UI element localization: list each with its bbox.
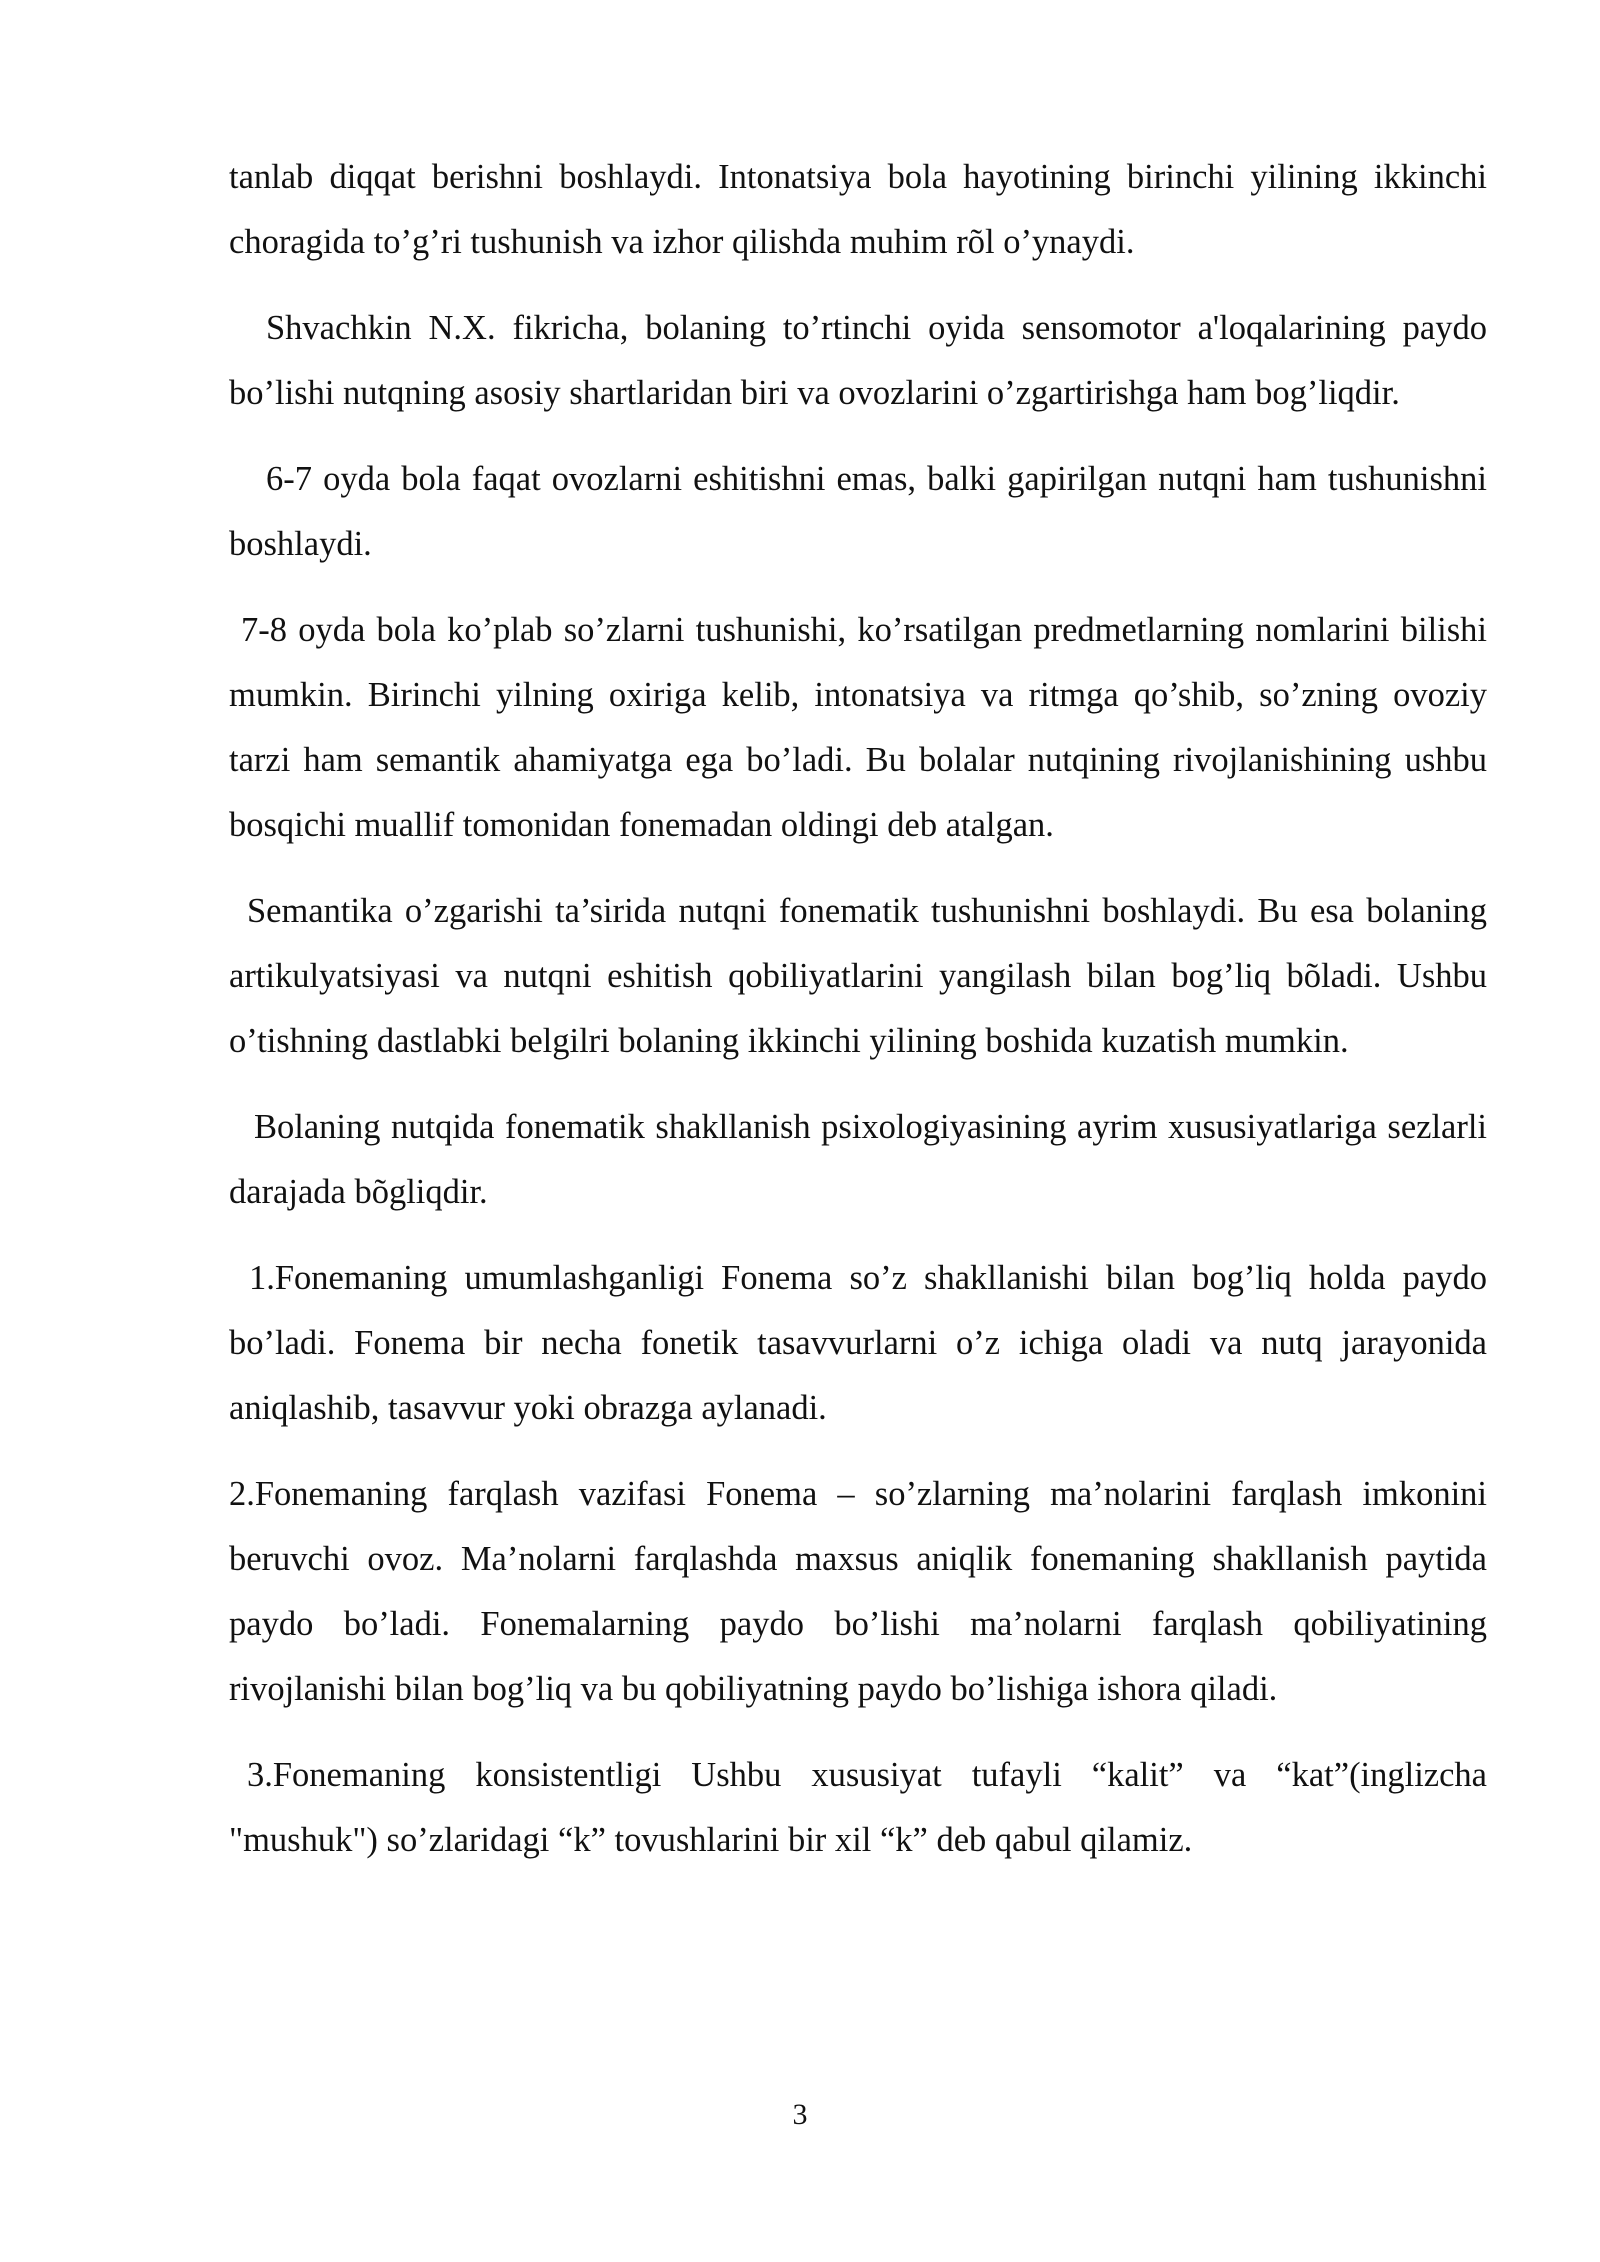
paragraph-4: 7-8 oyda bola ko’plab so’zlarni tushunishi, ko’rsatilgan predmetlarning nomlarini bilishi mumkin. Birinchi yilning oxiriga kelib, intonatsiya va ritmga qo’shib, so’zning ovoziy tarzi ham semantik ahamiyatga ega bo’ladi. Bu bolalar nutqining rivojlanishining ushbu bosqichi muallif tomonidan fonemadan oldingi deb atalgan. bbox=[229, 611, 1487, 844]
paragraph-1: tanlab diqqat berishni boshlaydi. Intonatsiya bola hayotining birinchi yilining ikkinchi choragida to’g’ri tushunish va izhor qilishda muhim rõl o’ynaydi. bbox=[229, 158, 1487, 261]
page-body bbox=[229, 145, 1487, 1894]
page-number: 3 bbox=[792, 2098, 808, 2131]
paragraph-2: Shvachkin N.X. fikricha, bolaning to’rtinchi oyida sensomotor a'loqalarining paydo bo’lishi nutqning asosiy shartlaridan biri va ovozlarini o’zgartirishga ham bog’liqdir. bbox=[229, 309, 1487, 412]
paragraph-8: 2.Fonemaning farqlash vazifasi Fonema – so’zlarning ma’nolarini farqlash imkonini beruvchi ovoz. Ma’nolarni farqlashda maxsus aniqlik fonemaning shakllanish paytida paydo bo’ladi. Fonemalarning paydo bo’lishi ma’nolarni farqlash qobiliyatining rivojlanishi bilan bog’liq va bu qobiliyatning paydo bo’lishiga ishora qiladi. bbox=[229, 1475, 1487, 1708]
paragraph-7: 1.Fonemaning umumlashganligi Fonema so’z shakllanishi bilan bog’liq holda paydo bo’ladi. Fonema bir necha fonetik tasavvurlarni o’z ichiga oladi va nutq jarayonida aniqlashib, tasavvur yoki obrazga aylanadi. bbox=[229, 1259, 1487, 1427]
paragraph-6: Bolaning nutqida fonematik shakllanish psixologiyasining ayrim xususiyatlariga sezlarli darajada bõgliqdir. bbox=[229, 1108, 1487, 1211]
paragraph-5: Semantika o’zgarishi ta’sirida nutqni fonematik tushunishni boshlaydi. Bu esa bolaning artikulyatsiyasi va nutqni eshitish qobiliyatlarini yangilash bilan bog’liq bõladi. Ushbu o’tishning dastlabki belgilri bolaning ikkinchi yilining boshida kuzatish mumkin. bbox=[229, 892, 1487, 1060]
paragraph-9: 3.Fonemaning konsistentligi Ushbu xususiyat tufayli “kalit” va “kat”(inglizcha "mushuk") so’zlaridagi “k” tovushlarini bir xil “k” deb qabul qilamiz. bbox=[229, 1756, 1487, 1859]
paragraph-3: 6-7 oyda bola faqat ovozlarni eshitishni emas, balki gapirilgan nutqni ham tushunishni boshlaydi. bbox=[229, 460, 1487, 563]
